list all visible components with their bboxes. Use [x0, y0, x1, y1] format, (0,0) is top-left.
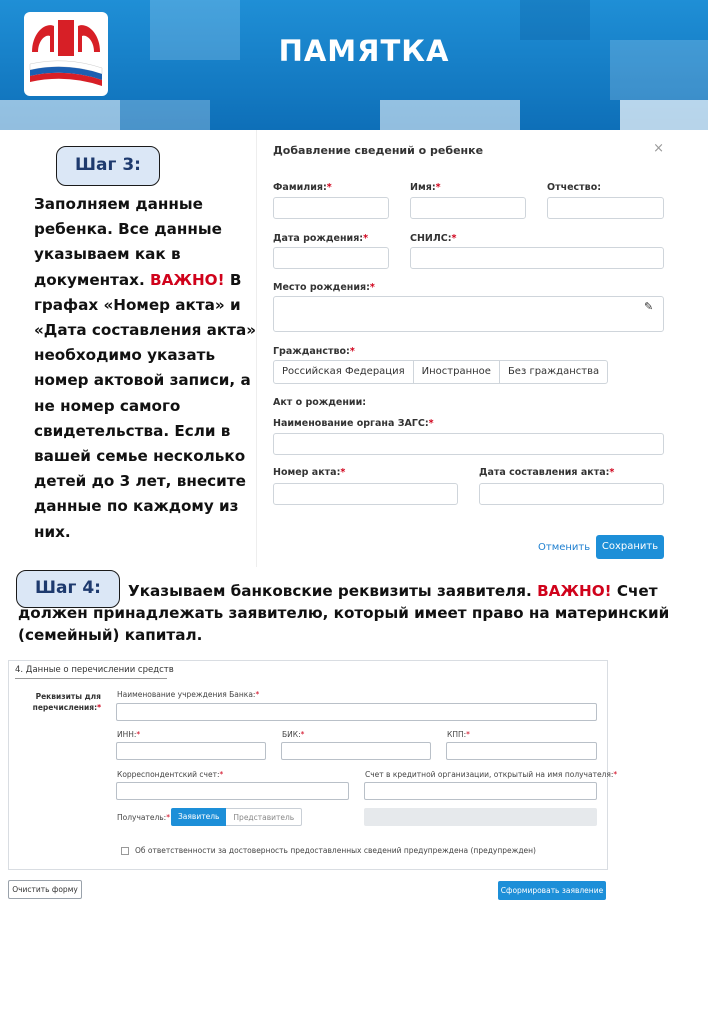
- section-underline: [15, 678, 167, 679]
- account-input[interactable]: [364, 782, 597, 800]
- snils-label: СНИЛС:*: [410, 233, 457, 244]
- step-4-instructions: [18, 580, 698, 646]
- patronymic-input[interactable]: [547, 197, 664, 219]
- birthplace-input[interactable]: [273, 296, 664, 332]
- page-title: ПАМЯТКА: [278, 34, 450, 68]
- recipient-option-representative[interactable]: Представитель: [226, 808, 302, 826]
- registry-input[interactable]: [273, 433, 664, 455]
- step-3-text-1: Заполняем данные ребенка. Все данные указываем как в документах.: [34, 195, 222, 289]
- bik-input[interactable]: [281, 742, 431, 760]
- birth-act-label: Акт о рождении:: [273, 397, 367, 408]
- inn-input[interactable]: [116, 742, 266, 760]
- name-input[interactable]: [410, 197, 526, 219]
- citizenship-option-foreign[interactable]: Иностранное: [414, 361, 500, 383]
- section-title: 4. Данные о перечислении средств: [15, 665, 174, 675]
- bank-name-label: Наименование учреждения Банка:*: [117, 690, 260, 699]
- step-4-important: ВАЖНО!: [537, 582, 612, 600]
- recipient-label: Получатель:*: [117, 813, 170, 822]
- submit-application-button[interactable]: Сформировать заявление: [498, 881, 606, 900]
- step-3-important: ВАЖНО!: [150, 270, 225, 289]
- recipient-selector[interactable]: [171, 808, 302, 826]
- surname-label: Фамилия:*: [273, 182, 332, 193]
- responsibility-checkbox-label: Об ответственности за достоверность предоставленных сведений предупреждена (предупрежден): [135, 846, 536, 855]
- birthdate-input[interactable]: [273, 247, 389, 269]
- act-date-label: Дата составления акта:*: [479, 467, 615, 478]
- surname-input[interactable]: [273, 197, 389, 219]
- step-4-text-2: Счет должен принадлежать заявителю, который имеет право на материнский (семейный) капитал.: [18, 582, 670, 644]
- close-icon[interactable]: ×: [653, 141, 664, 156]
- act-number-input[interactable]: [273, 483, 458, 505]
- name-label: Имя:*: [410, 182, 441, 193]
- cancel-link[interactable]: Отменить: [538, 542, 591, 553]
- bank-details-form: [8, 660, 618, 870]
- corr-account-input[interactable]: [116, 782, 349, 800]
- birthplace-label: Место рождения:*: [273, 282, 375, 293]
- step-3-text-2: В графах «Номер акта» и «Дата составления акта» необходимо указать номер актовой записи, а не номер самого свидетельства. Если в вашей семье несколько детей до 3 лет, внесите данные по каждому из них.: [34, 270, 257, 541]
- step-3-badge: Шаг 3:: [56, 146, 160, 186]
- requisites-label: Реквизиты для перечисления:*: [32, 692, 101, 712]
- step-4-text-1: Указываем банковские реквизиты заявителя.: [128, 582, 532, 600]
- bik-label: БИК:*: [282, 730, 305, 739]
- page-header: [0, 0, 708, 130]
- step-4-badge: Шаг 4:: [16, 570, 120, 608]
- save-button[interactable]: Сохранить: [596, 535, 664, 559]
- kpp-label: КПП:*: [447, 730, 470, 739]
- header-decor-tile: [620, 100, 708, 130]
- citizenship-option-none[interactable]: Без гражданства: [507, 366, 600, 377]
- header-decor-tile: [0, 100, 120, 130]
- disabled-field: [364, 808, 597, 826]
- dialog-title: Добавление сведений о ребенке: [273, 144, 484, 157]
- registry-label: Наименование органа ЗАГС:*: [273, 418, 434, 429]
- bank-name-input[interactable]: [116, 703, 597, 721]
- account-label: Счет в кредитной организации, открытый на имя получателя:*: [365, 770, 618, 779]
- corr-account-label: Корреспондентский счет:*: [117, 770, 224, 779]
- snils-input[interactable]: [410, 247, 664, 269]
- birthdate-label: Дата рождения:*: [273, 233, 369, 244]
- citizenship-option-rf[interactable]: Российская Федерация: [274, 361, 414, 383]
- citizenship-selector[interactable]: [273, 360, 608, 384]
- kpp-input[interactable]: [446, 742, 597, 760]
- header-decor-tile: [380, 100, 520, 130]
- recipient-option-applicant[interactable]: Заявитель: [171, 808, 226, 826]
- clear-form-button[interactable]: Очистить форму: [8, 880, 82, 899]
- inn-label: ИНН:*: [117, 730, 141, 739]
- pencil-icon[interactable]: ✎: [644, 300, 654, 313]
- step-3-instructions: [34, 192, 260, 545]
- responsibility-checkbox[interactable]: [121, 847, 129, 855]
- patronymic-label: Отчество:: [547, 182, 602, 193]
- header-decor-tile: [120, 100, 210, 130]
- act-date-input[interactable]: [479, 483, 664, 505]
- child-info-dialog: [256, 130, 682, 567]
- citizenship-label: Гражданство:*: [273, 346, 355, 357]
- act-number-label: Номер акта:*: [273, 467, 346, 478]
